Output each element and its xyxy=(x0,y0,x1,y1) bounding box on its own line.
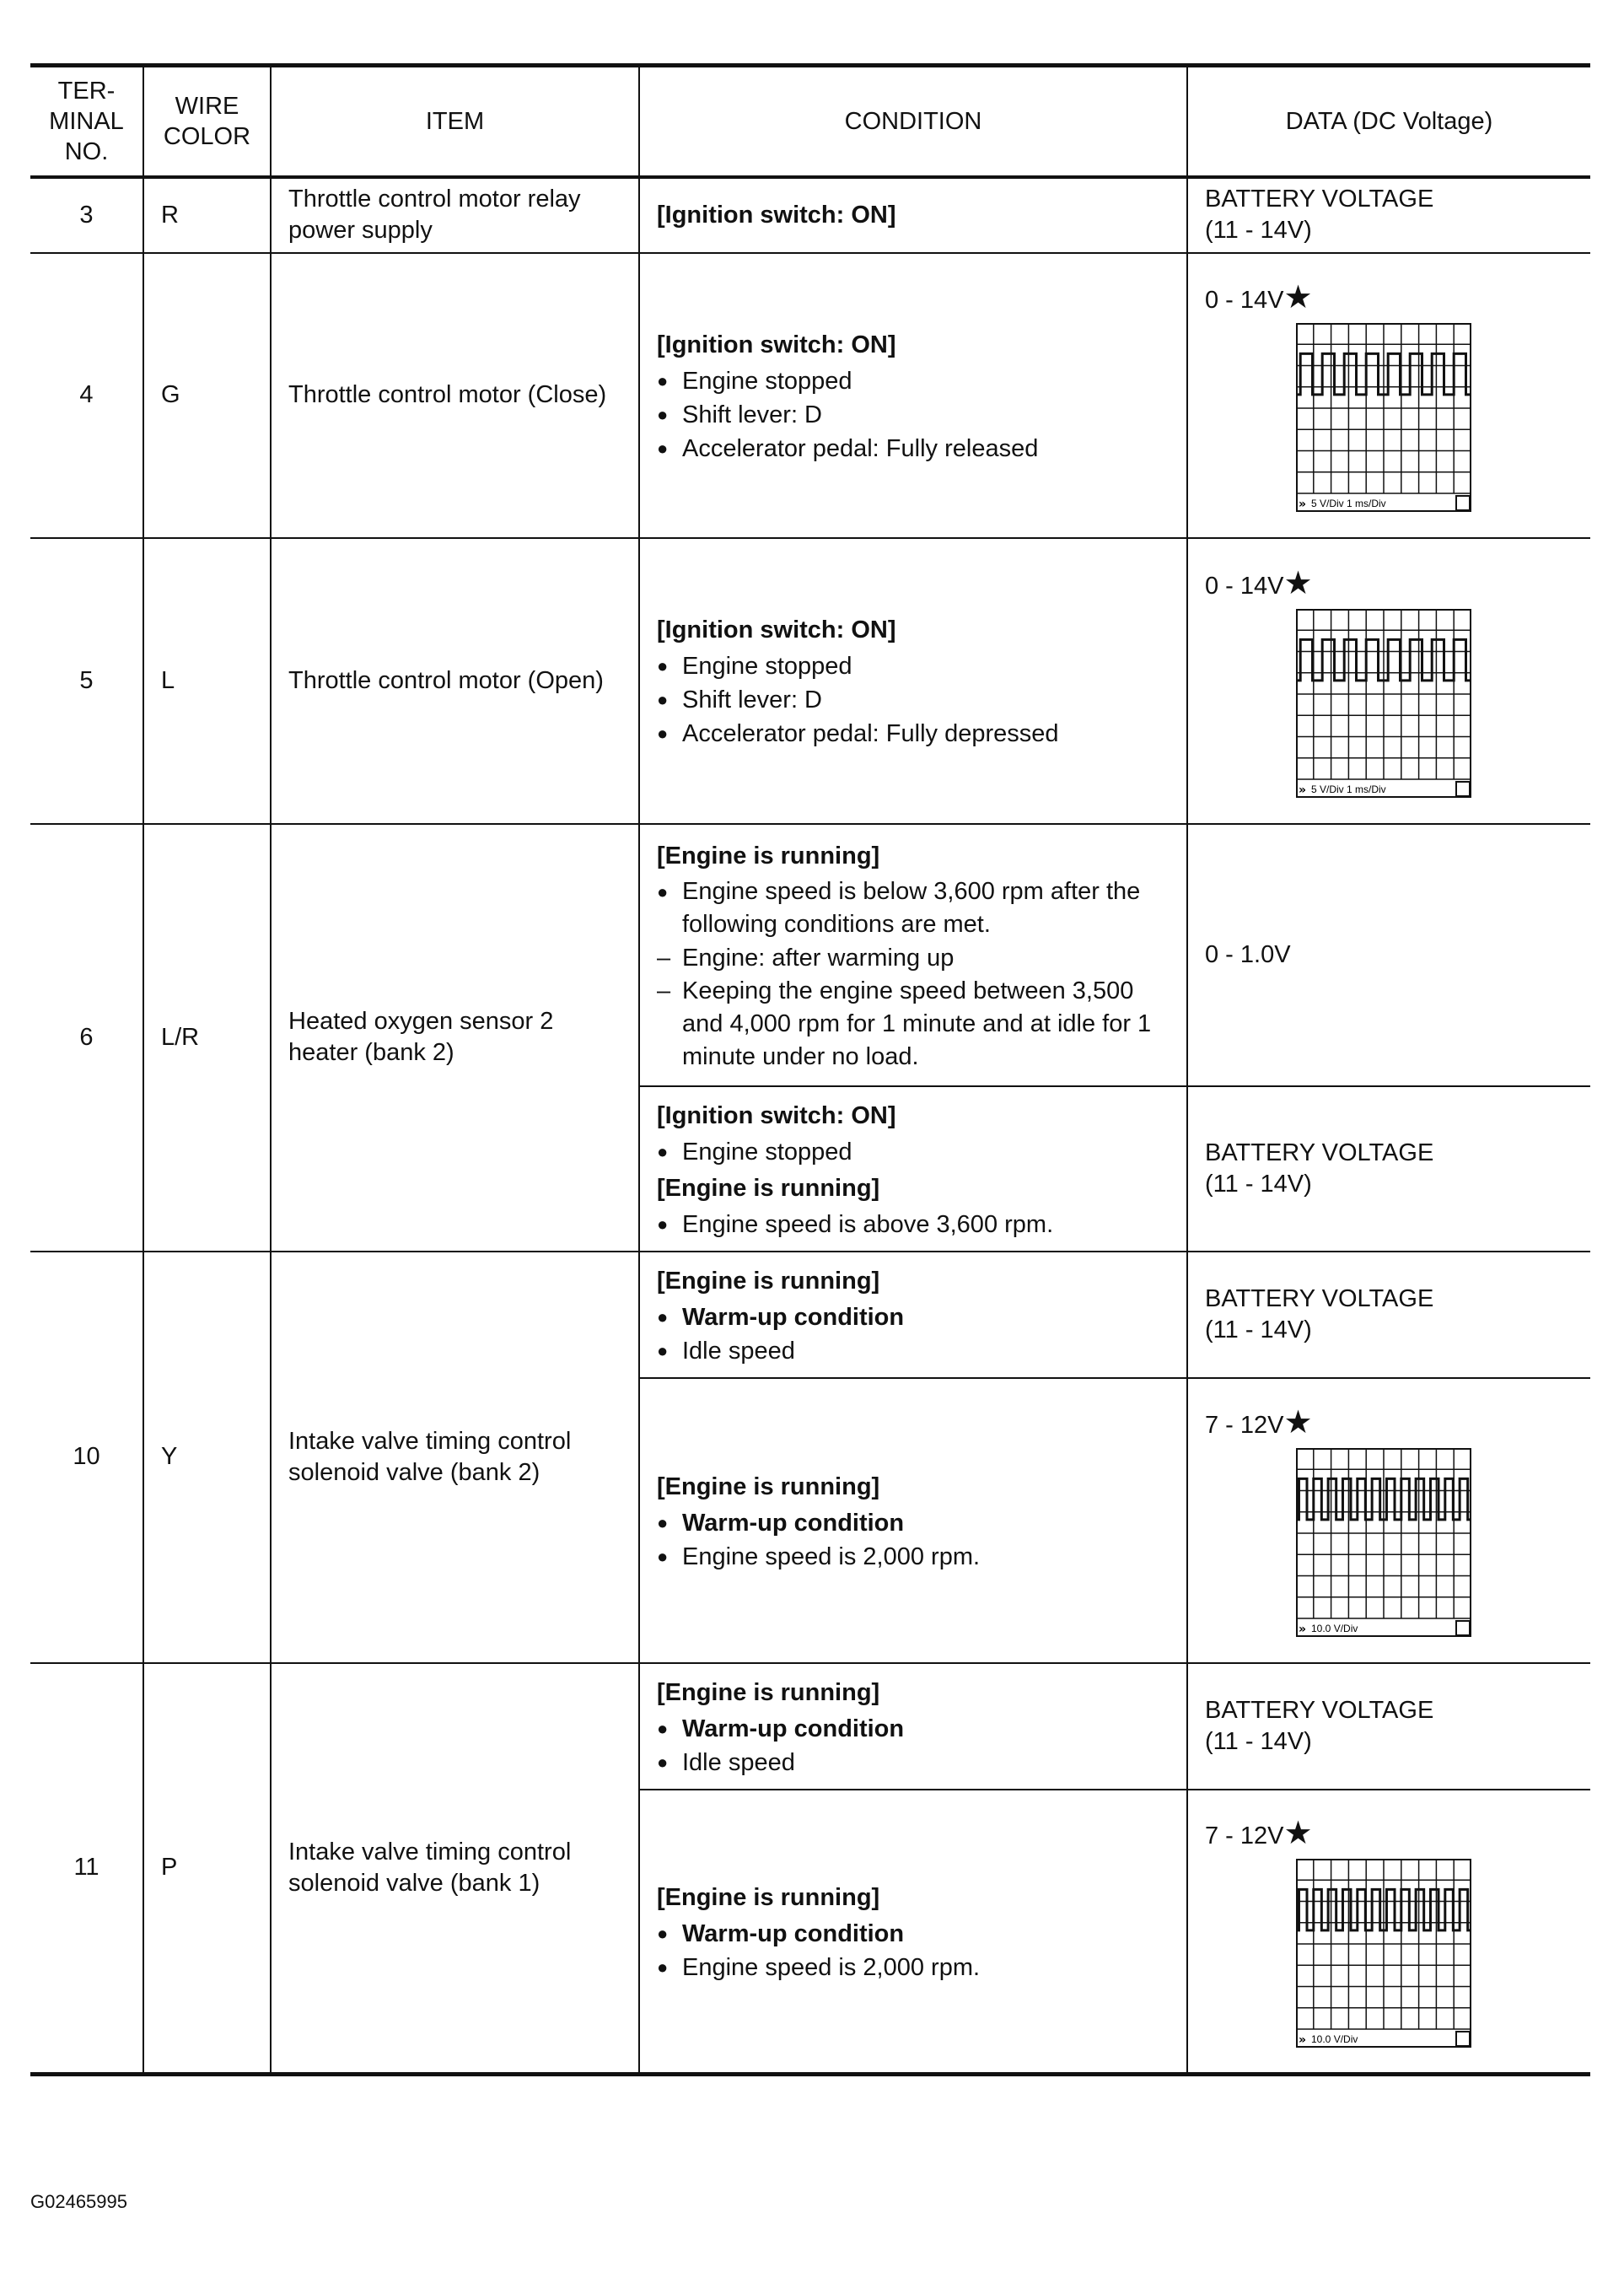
scope-scale-label: 5 V/Div 1 ms/Div xyxy=(1311,498,1386,509)
condition-bullet xyxy=(657,1917,1171,1951)
condition-bullet xyxy=(657,717,1171,751)
condition-heading: [Ignition switch: ON] xyxy=(657,1101,896,1129)
bullet-icon: ● xyxy=(657,1956,669,1978)
data-value: (11 - 14V) xyxy=(1205,1727,1312,1755)
item-line: power supply xyxy=(288,217,433,244)
wire-color: P xyxy=(143,1663,271,2075)
data-value: 0 - 14V★ xyxy=(1205,280,1313,315)
dash-icon: – xyxy=(657,977,671,1004)
item-description xyxy=(271,1252,639,1663)
wire-color: R xyxy=(143,177,271,253)
condition-bullet xyxy=(657,398,1171,432)
condition-cell xyxy=(639,1086,1187,1252)
condition-cell xyxy=(639,253,1187,538)
data-cell xyxy=(1187,1663,1590,1790)
condition-bullet xyxy=(657,875,1171,941)
condition-text xyxy=(682,398,822,432)
terminal-number: 5 xyxy=(30,538,143,824)
terminal-number: 6 xyxy=(30,824,143,1252)
terminal-number: 4 xyxy=(30,253,143,538)
bullet-icon: ● xyxy=(657,689,669,710)
data-cell xyxy=(1187,253,1590,538)
scope-trigger-icon: » xyxy=(1299,783,1307,797)
data-cell xyxy=(1187,1378,1590,1663)
data-cell xyxy=(1187,1252,1590,1378)
condition-bullet xyxy=(657,1712,1171,1746)
bullet-icon: ● xyxy=(657,403,669,425)
condition-text xyxy=(682,1506,904,1540)
condition-text-line: Engine speed is above 3,600 rpm. xyxy=(682,1210,1054,1238)
scope-trigger-icon: » xyxy=(1299,2033,1307,2048)
item-line: Throttle control motor relay xyxy=(288,186,581,213)
condition-cell xyxy=(639,824,1187,1086)
condition-text-line: Shift lever: D xyxy=(682,686,822,713)
star-icon: ★ xyxy=(1283,1816,1313,1852)
item-description xyxy=(271,538,639,824)
data-value: BATTERY VOLTAGE xyxy=(1205,186,1434,213)
condition-text xyxy=(682,364,852,398)
scope-marker-box xyxy=(1456,2032,1470,2046)
condition-text xyxy=(682,1712,904,1746)
bullet-icon: ● xyxy=(657,1339,669,1361)
bullet-icon: ● xyxy=(657,1545,669,1567)
condition-heading: [Ignition switch: ON] xyxy=(657,202,896,229)
condition-text xyxy=(682,1951,980,1984)
condition-sub-item xyxy=(657,975,1171,1074)
table-row xyxy=(30,1252,1590,1378)
wire-color: Y xyxy=(143,1252,271,1663)
table-row xyxy=(30,1663,1590,1790)
condition-bullet xyxy=(657,1208,1171,1241)
condition-text xyxy=(682,1746,795,1779)
condition-text-line: Engine speed is 2,000 rpm. xyxy=(682,1953,981,1981)
item-line: Heated oxygen sensor 2 xyxy=(288,1008,554,1035)
condition-text xyxy=(682,432,1038,466)
item-line: Intake valve timing control xyxy=(288,1838,572,1866)
data-value: 0 - 14V★ xyxy=(1205,565,1313,601)
condition-heading: [Engine is running] xyxy=(657,1883,880,1911)
header-condition: CONDITION xyxy=(639,66,1187,177)
scope-marker-box xyxy=(1456,496,1470,510)
condition-bullet xyxy=(657,364,1171,398)
condition-text-line: Idle speed xyxy=(682,1337,795,1365)
dash-icon: – xyxy=(657,944,671,972)
condition-text-line: Engine speed is 2,000 rpm. xyxy=(682,1542,981,1570)
condition-bullet xyxy=(657,1300,1171,1334)
condition-bullet xyxy=(657,1506,1171,1540)
condition-text xyxy=(682,649,852,683)
condition-text xyxy=(682,1135,852,1169)
condition-text-line: Keeping the engine speed between 3,500 xyxy=(682,977,1134,1004)
condition-heading: [Ignition switch: ON] xyxy=(657,616,896,643)
condition-text-line: Engine: after warming up xyxy=(682,944,955,972)
condition-text xyxy=(682,1917,904,1951)
bullet-icon: ● xyxy=(657,1140,669,1162)
scope-grid xyxy=(1296,609,1471,779)
terminal-number: 3 xyxy=(30,177,143,253)
condition-heading: [Engine is running] xyxy=(657,1472,880,1500)
condition-bullet xyxy=(657,683,1171,717)
oscilloscope-waveform xyxy=(1296,1448,1471,1637)
condition-cell xyxy=(639,1663,1187,1790)
data-value: BATTERY VOLTAGE xyxy=(1205,1284,1434,1312)
scope-marker-box xyxy=(1456,1621,1470,1635)
condition-heading: [Engine is running] xyxy=(657,1267,880,1295)
scope-trigger-icon: » xyxy=(1299,1623,1307,1636)
condition-text-line: Engine speed is below 3,600 rpm after the xyxy=(682,877,1141,905)
condition-text-line: Warm-up condition xyxy=(682,1509,905,1537)
condition-text-line: Idle speed xyxy=(682,1748,795,1776)
condition-text xyxy=(682,1334,795,1368)
data-value: (11 - 14V) xyxy=(1205,217,1312,244)
condition-text xyxy=(682,941,954,975)
condition-text xyxy=(682,683,822,717)
condition-cell xyxy=(639,538,1187,824)
data-value: 0 - 1.0V xyxy=(1205,940,1291,968)
header-terminal-no: TER- MINAL NO. xyxy=(30,66,143,177)
bullet-icon: ● xyxy=(657,437,669,459)
condition-cell xyxy=(639,1252,1187,1378)
data-value: BATTERY VOLTAGE xyxy=(1205,1139,1434,1166)
condition-text xyxy=(682,1300,904,1334)
item-line: Throttle control motor (Close) xyxy=(288,381,607,408)
item-line: solenoid valve (bank 2) xyxy=(288,1458,540,1486)
condition-bullet xyxy=(657,1951,1171,1984)
condition-text-line: Engine stopped xyxy=(682,653,852,680)
condition-text xyxy=(682,1540,980,1574)
condition-cell xyxy=(639,1378,1187,1663)
table-row xyxy=(30,253,1590,538)
bullet-icon: ● xyxy=(657,1717,669,1739)
header-data: DATA (DC Voltage) xyxy=(1187,66,1590,177)
header-item: ITEM xyxy=(271,66,639,177)
condition-text-line: Warm-up condition xyxy=(682,1715,905,1742)
scope-grid xyxy=(1296,323,1471,493)
table-header-row xyxy=(30,66,1590,177)
condition-bullet xyxy=(657,1540,1171,1574)
scope-grid xyxy=(1296,1448,1471,1618)
condition-text-line: Engine stopped xyxy=(682,1138,852,1166)
item-description xyxy=(271,824,639,1252)
condition-text-line: Shift lever: D xyxy=(682,401,822,428)
data-value: 7 - 12V★ xyxy=(1205,1816,1313,1852)
table-row xyxy=(30,824,1590,1086)
bullet-icon: ● xyxy=(657,1922,669,1944)
oscilloscope-waveform xyxy=(1296,1859,1471,2048)
condition-cell xyxy=(639,1790,1187,2075)
bullet-icon: ● xyxy=(657,369,669,391)
condition-bullet xyxy=(657,432,1171,466)
bullet-icon: ● xyxy=(657,723,669,744)
data-cell xyxy=(1187,1790,1590,2075)
condition-heading: [Ignition switch: ON] xyxy=(657,331,896,358)
figure-code: G02465995 xyxy=(30,2191,127,2212)
terminal-number: 10 xyxy=(30,1252,143,1663)
item-line: solenoid valve (bank 1) xyxy=(288,1869,540,1897)
data-value: 7 - 12V★ xyxy=(1205,1405,1313,1440)
scope-scale-label: 10.0 V/Div xyxy=(1311,1623,1358,1634)
item-line: Intake valve timing control xyxy=(288,1427,572,1455)
scope-scale-label: 5 V/Div 1 ms/Div xyxy=(1311,783,1386,795)
star-icon: ★ xyxy=(1283,565,1313,601)
condition-text-line: minute under no load. xyxy=(682,1042,919,1070)
item-description xyxy=(271,253,639,538)
wire-color: L xyxy=(143,538,271,824)
wire-color: L/R xyxy=(143,824,271,1252)
condition-bullet xyxy=(657,1746,1171,1779)
condition-heading: [Engine is running] xyxy=(657,1678,880,1706)
bullet-icon: ● xyxy=(657,1751,669,1773)
condition-text-line: Accelerator pedal: Fully released xyxy=(682,434,1039,462)
condition-text-line: following conditions are met. xyxy=(682,910,991,938)
table-body xyxy=(30,177,1590,2075)
data-cell xyxy=(1187,177,1590,253)
data-cell xyxy=(1187,538,1590,824)
bullet-icon: ● xyxy=(657,655,669,676)
bullet-icon: ● xyxy=(657,880,669,902)
scope-marker-box xyxy=(1456,782,1470,796)
data-value: (11 - 14V) xyxy=(1205,1170,1312,1198)
bullet-icon: ● xyxy=(657,1213,669,1235)
data-cell xyxy=(1187,1086,1590,1252)
condition-bullet xyxy=(657,1334,1171,1368)
condition-text xyxy=(682,717,1059,751)
condition-heading: [Engine is running] xyxy=(657,842,880,869)
terminal-data-table xyxy=(30,63,1590,2076)
terminal-number: 11 xyxy=(30,1663,143,2075)
condition-text-line: Warm-up condition xyxy=(682,1919,905,1947)
star-icon: ★ xyxy=(1283,1405,1313,1440)
data-cell xyxy=(1187,824,1590,1086)
condition-text xyxy=(682,875,1140,941)
oscilloscope-waveform xyxy=(1296,609,1471,798)
condition-text xyxy=(682,1208,1053,1241)
condition-text-line: Accelerator pedal: Fully depressed xyxy=(682,720,1059,747)
wire-color: G xyxy=(143,253,271,538)
scope-grid xyxy=(1296,1859,1471,2029)
condition-text-line: and 4,000 rpm for 1 minute and at idle for 1 xyxy=(682,1009,1152,1037)
item-line: heater (bank 2) xyxy=(288,1039,454,1066)
item-line: Throttle control motor (Open) xyxy=(288,666,604,694)
star-icon: ★ xyxy=(1283,280,1313,315)
oscilloscope-waveform xyxy=(1296,323,1471,512)
table-row xyxy=(30,538,1590,824)
scope-trigger-icon: » xyxy=(1299,498,1307,511)
condition-sub-item xyxy=(657,941,1171,975)
condition-text-line: Engine stopped xyxy=(682,367,852,395)
item-description xyxy=(271,177,639,253)
condition-heading: [Engine is running] xyxy=(657,1174,880,1202)
table-row xyxy=(30,177,1590,253)
condition-text-line: Warm-up condition xyxy=(682,1303,905,1331)
data-value: (11 - 14V) xyxy=(1205,1316,1312,1343)
data-value: BATTERY VOLTAGE xyxy=(1205,1696,1434,1724)
condition-text xyxy=(682,975,1151,1074)
bullet-icon: ● xyxy=(657,1511,669,1533)
condition-cell xyxy=(639,177,1187,253)
condition-bullet xyxy=(657,1135,1171,1169)
bullet-icon: ● xyxy=(657,1306,669,1327)
scope-scale-label: 10.0 V/Div xyxy=(1311,2033,1358,2046)
header-wire-color: WIRE COLOR xyxy=(143,66,271,177)
condition-bullet xyxy=(657,649,1171,683)
item-description xyxy=(271,1663,639,2075)
